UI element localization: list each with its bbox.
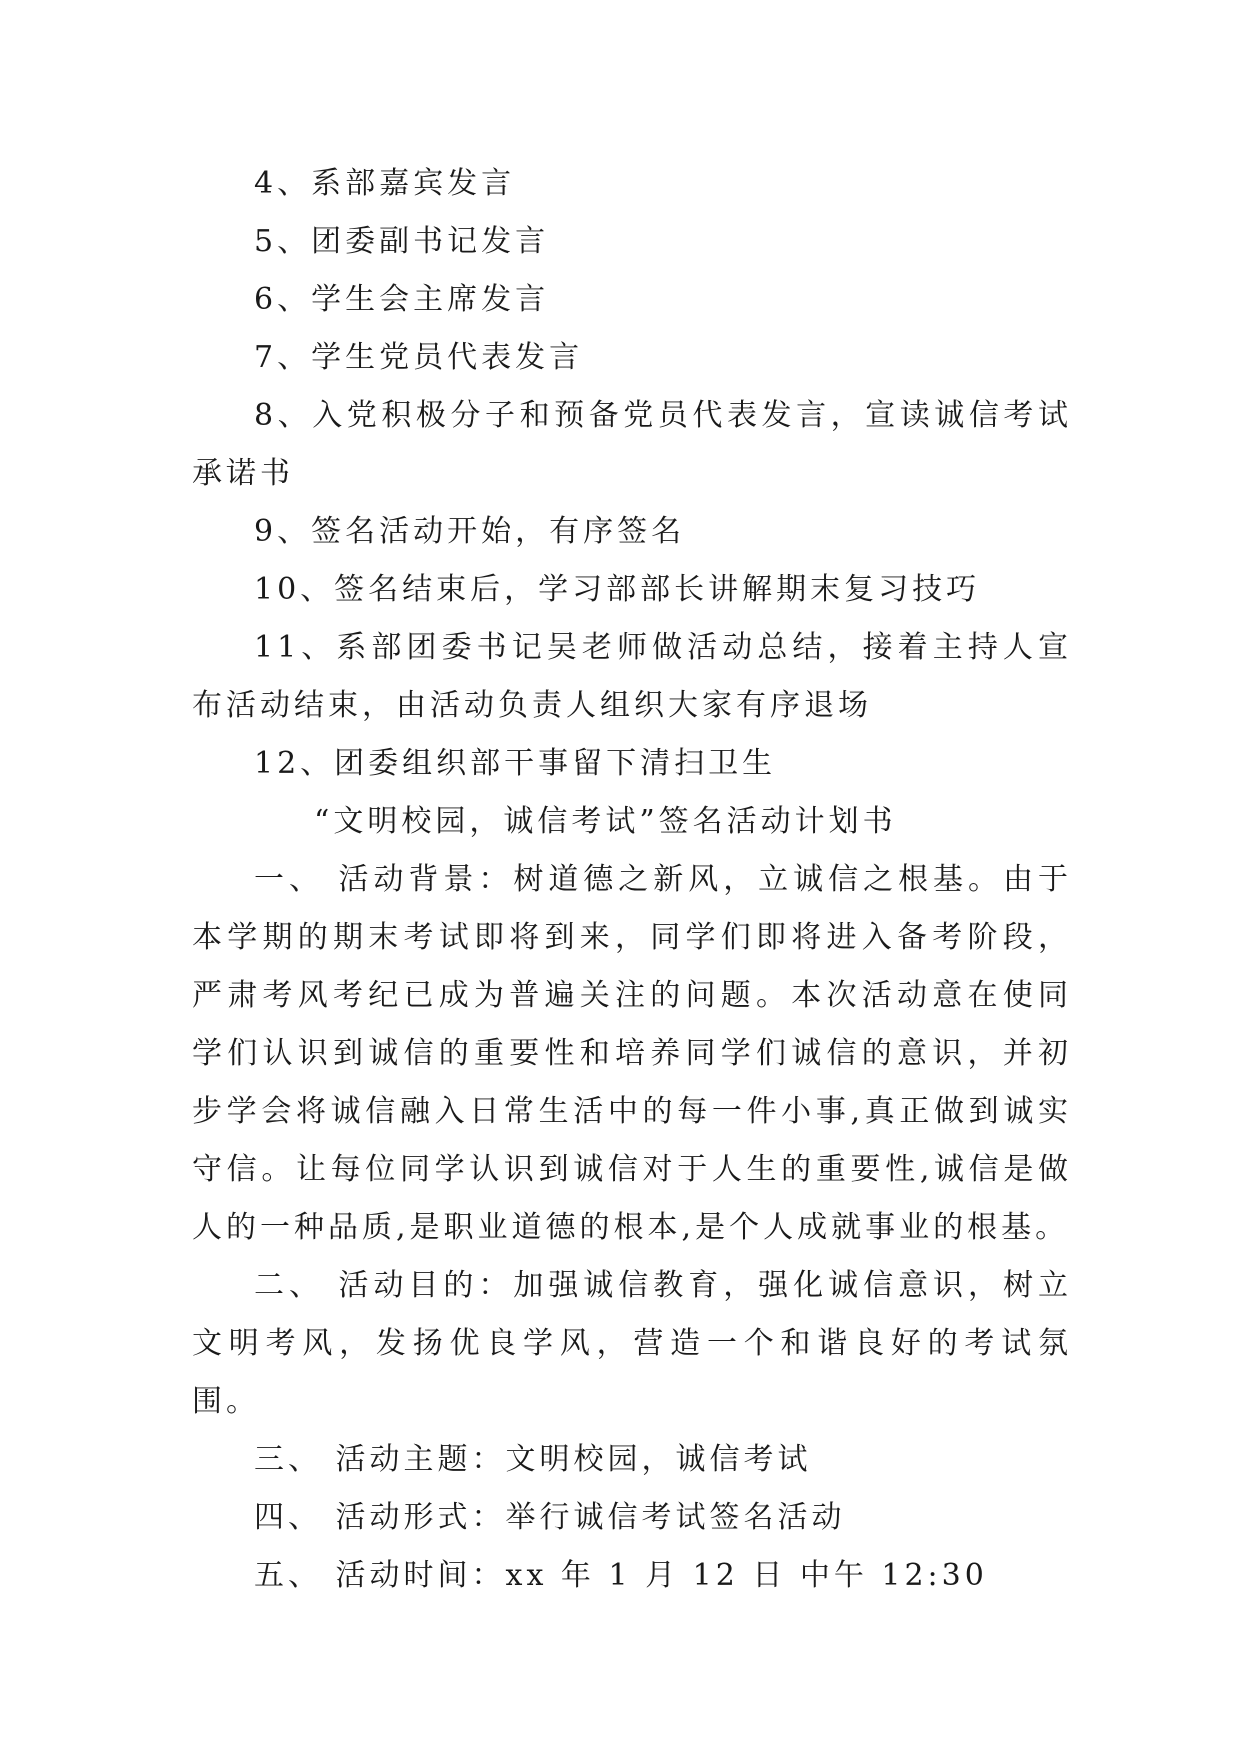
paragraph-item-9: 9、签名活动开始，有序签名 xyxy=(254,514,686,549)
paragraph-item-4: 4、系部嘉宾发言 xyxy=(254,166,516,201)
paragraph-item-10: 10、签名结束后，学习部部长讲解期末复习技巧 xyxy=(254,572,981,607)
section-theme: 三、 活动主题：文明校园，诚信考试 xyxy=(254,1442,812,1477)
section-purpose: 二、 活动目的：加强诚信教育，强化诚信意识，树立文明考风，发扬优良学风，营造一个和谐良好的考试氛围。 xyxy=(192,1268,1072,1419)
paragraph-item-12: 12、团委组织部干事留下清扫卫生 xyxy=(254,746,777,781)
paragraph-item-11: 11、系部团委书记吴老师做活动总结，接着主持人宣布活动结束，由活动负责人组织大家有序退场 xyxy=(192,630,1072,723)
plan-title: “文明校园，诚信考试”签名活动计划书 xyxy=(314,804,897,839)
document-body xyxy=(192,155,1072,1605)
section-format: 四、 活动形式：举行诚信考试签名活动 xyxy=(254,1500,846,1535)
paragraph-item-7: 7、学生党员代表发言 xyxy=(254,340,584,375)
paragraph-item-5: 5、团委副书记发言 xyxy=(254,224,550,259)
paragraph-item-8: 8、入党积极分子和预备党员代表发言，宣读诚信考试承诺书 xyxy=(192,398,1072,491)
section-time: 五、 活动时间：xx 年 1 月 12 日 中午 12:30 xyxy=(254,1558,988,1593)
section-background: 一、 活动背景：树道德之新风，立诚信之根基。由于本学期的期末考试即将到来，同学们即将进入备考阶段，严肃考风考纪已成为普遍关注的问题。本次活动意在使同学们认识到诚信的重要性和培养同学们诚信的意识，并初步学会将诚信融入日常生活中的每一件小事,真正做到诚实守信。让每位同学认识到诚信对于人生的重要性,诚信是做人的一种品质,是职业道德的根本,是个人成就事业的根基。 xyxy=(192,862,1072,1245)
paragraph-item-6: 6、学生会主席发言 xyxy=(254,282,550,317)
